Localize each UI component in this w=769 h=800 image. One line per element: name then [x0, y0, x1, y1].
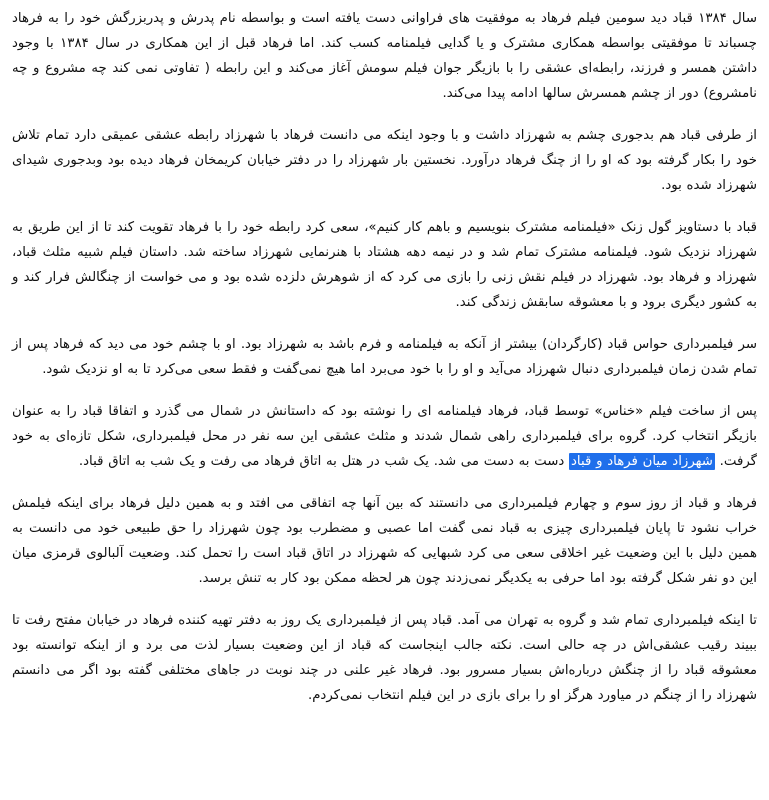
selected-text-highlight[interactable]: شهرزاد میان فرهاد و قباد [571, 454, 713, 469]
paragraph-2: از طرفی قباد هم بدجوری چشم به شهرزاد داشت و با وجود اینکه می دانست فرهاد با شهرزاد رابطه عشقی عمیقی دارد تمام تلاش خود را بکار گرفته بود که او را از چنگ فرهاد درآورد. نخستین بار شهرزاد را در دفتر خیابان کریمخان فرهاد دیده بود وبدجوری شیدای شهرزاد شده بود. [12, 128, 757, 193]
paragraph-3: قباد با دستاویز گول زنک «فیلمنامه مشترک بنویسیم و باهم کار کنیم»، سعی کرد رابطه خود را با فرهاد تقویت کند تا از این طریق به شهرزاد نزدیک شود. فیلمنامه مشترک تمام شد و در نیمه دهه هشتاد با هنرنمایی شهرزاد ساخته شد. داستان فیلم شبیه مثلث قباد، شهرزاد و فرهاد بود. شهرزاد در فیلم نقش زنی را بازی می کرد که از شوهرش دلزده شده بود و می خواست از چنگالش فرار کند و به کشور دیگری برود و با معشوقه سابقش زندگی کند. [12, 220, 757, 310]
paragraph-5-text-before: پس از ساخت فیلم «خناس» توسط قباد، فرهاد فیلمنامه ای را نوشته بود که داستانش در شمال می گذرد و اتفاقا قباد را به عنوان بازیگر انتخاب کرد. گروه برای فیلمبرداری راهی شمال شدند و مثلث عشقی این سه نفر در محل فیلمبرداری، شکل تازه‌ای به خود گرفت. [12, 404, 757, 469]
paragraph-6: فرهاد و قباد از روز سوم و چهارم فیلمبرداری می دانستند که بین آنها چه اتفاقی می افتد و به همین دلیل فرهاد برای اینکه فیلمش خراب نشود تا پایان فیلمبرداری چیزی به قباد نمی گفت اما عصبی و مضطرب بود چون شهرزاد را حق طبیعی خود می دانست به همین دلیل با این وضعیت غیر اخلاقی سعی می کرد شبهایی که شهرزاد در اتاق قباد است را تحمل کند. وضعیت آلبالوی قرمزی میان این دو نفر شکل گرفته بود اما حرفی به یکدیگر نمی‌زدند چون هر لحظه ممکن بود کار به تنش برسد. [12, 496, 757, 586]
paragraph-5-text-after: دست به دست می شد. یک شب در هتل به اتاق فرهاد می رفت و یک شب به اتاق قباد. [78, 454, 569, 469]
paragraph-7: تا اینکه فیلمبرداری تمام شد و گروه به تهران می آمد. قباد پس از فیلمبرداری یک روز به دفتر تهیه کننده فرهاد در خیابان مفتح رفت تا ببیند رقیب عشقی‌اش در چه حالی است. نکته جالب اینجاست که قباد از این وضعیت بسیار لذت می برد و از اینکه توانسته بود معشوقه قباد را از چنگش درباره‌اش بسیار مسرور بود. فرهاد غیر علنی در چند نوبت در جاهای مختلفی گفته بود اگر می دانستم شهرزاد را از چنگم در میاورد هرگز او را برای بازی در این فیلم انتخاب نمی‌کردم. [12, 613, 757, 703]
paragraph-5 [12, 399, 757, 474]
paragraph-4: سر فیلمبرداری حواس قباد (کارگردان) بیشتر از آنکه به فیلمنامه و فرم باشد به شهرزاد بود. او با چشم خود می دید که فرهاد پس از تمام شدن زمان فیلمبرداری دنبال شهرزاد می‌آید و او را با خود می‌برد اما هیچ نمی‌گفت و فقط سعی می‌کرد تا به او نزدیک شود. [12, 337, 757, 377]
paragraph-1: سال ۱۳۸۴ قباد دید سومین فیلم فرهاد به موفقیت های فراوانی دست یافته است و بواسطه نام پدرش و پدربزرگش خود را به فرهاد چسباند تا موفقیتی بواسطه همکاری مشترک و یا گدایی فیلمنامه کسب کند. اما فرهاد قبل از این همکاری در سال ۱۳۸۴ با وجود داشتن همسر و فرزند، رابطه‌ای عشقی را با بازیگر جوان فیلم سومش آغاز می‌کند و این رابطه ( تفاوتی نمی کند چه مشروع و چه نامشروع) دور از چشم همسرش سالها ادامه پیدا می‌کند. [12, 11, 757, 101]
